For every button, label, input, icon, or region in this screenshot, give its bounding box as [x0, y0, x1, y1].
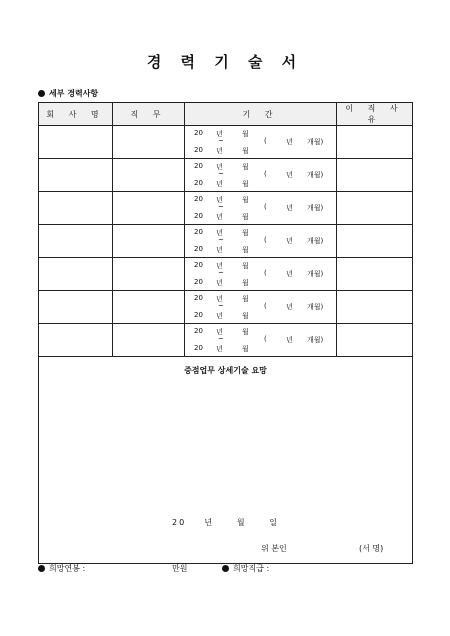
end-year-prefix: 20 [194, 245, 203, 253]
date-day: 일 [269, 518, 279, 527]
reason-cell[interactable] [337, 324, 413, 357]
duration-open: ( [264, 236, 267, 244]
bullet-icon [38, 565, 45, 572]
reason-cell[interactable] [337, 225, 413, 258]
position-cell[interactable] [113, 159, 185, 192]
position-field [222, 563, 269, 574]
start-year-prefix: 20 [194, 129, 203, 137]
company-cell[interactable] [39, 258, 113, 291]
range-tilde: ~ [218, 203, 224, 211]
end-month: 월 [242, 246, 249, 254]
duration-open: ( [264, 335, 267, 343]
duration-open: ( [264, 203, 267, 211]
start-year: 년 [216, 196, 223, 204]
header-position: 직 무 [113, 103, 185, 126]
salary-field [38, 563, 85, 574]
start-year-prefix: 20 [194, 327, 203, 335]
range-tilde: ~ [218, 335, 224, 343]
end-year-prefix: 20 [194, 344, 203, 352]
company-cell[interactable] [39, 192, 113, 225]
start-year-prefix: 20 [194, 195, 203, 203]
reason-cell[interactable] [337, 291, 413, 324]
end-year: 년 [216, 312, 223, 320]
start-month: 월 [242, 262, 249, 270]
end-month: 월 [242, 279, 249, 287]
start-year: 년 [216, 130, 223, 138]
header-company: 회 사 명 [39, 103, 113, 126]
duration-years: 년 [286, 270, 293, 278]
position-cell[interactable] [113, 126, 185, 159]
reason-cell[interactable] [337, 126, 413, 159]
start-month: 월 [242, 196, 249, 204]
company-cell[interactable] [39, 225, 113, 258]
end-year: 년 [216, 279, 223, 287]
date-year-prefix: 20 [172, 518, 187, 527]
career-row [39, 258, 413, 291]
end-month: 월 [242, 147, 249, 155]
career-row [39, 126, 413, 159]
period-cell[interactable] [185, 324, 337, 357]
position-cell[interactable] [113, 291, 185, 324]
duration-months: 개월) [307, 303, 324, 311]
end-year-prefix: 20 [194, 146, 203, 154]
header-reason: 이 직 사 유 [337, 103, 413, 126]
duration-years: 년 [286, 204, 293, 212]
company-cell[interactable] [39, 126, 113, 159]
reason-cell[interactable] [337, 192, 413, 225]
range-tilde: ~ [218, 137, 224, 145]
section-heading [38, 88, 98, 99]
salary-unit: 만원 [172, 564, 188, 573]
duration-years: 년 [286, 171, 293, 179]
duration-months: 개월) [307, 237, 324, 245]
range-tilde: ~ [218, 170, 224, 178]
start-year: 년 [216, 163, 223, 171]
start-month: 월 [242, 163, 249, 171]
reason-cell[interactable] [337, 258, 413, 291]
duration-open: ( [264, 302, 267, 310]
duration-open: ( [264, 170, 267, 178]
period-cell[interactable] [185, 291, 337, 324]
duration-open: ( [264, 137, 267, 145]
duration-years: 년 [286, 336, 293, 344]
range-tilde: ~ [218, 269, 224, 277]
bullet-icon [38, 90, 45, 97]
duration-open: ( [264, 269, 267, 277]
end-year-prefix: 20 [194, 212, 203, 220]
duration-years: 년 [286, 138, 293, 146]
duration-months: 개월) [307, 336, 324, 344]
career-table [38, 102, 413, 564]
period-cell[interactable] [185, 126, 337, 159]
duration-months: 개월) [307, 171, 324, 179]
company-cell[interactable] [39, 291, 113, 324]
date-month: 월 [236, 518, 247, 527]
start-year-prefix: 20 [194, 294, 203, 302]
period-cell[interactable] [185, 159, 337, 192]
end-month: 월 [242, 213, 249, 221]
document-title: 경 력 기 술 서 [146, 53, 304, 71]
career-row [39, 192, 413, 225]
period-cell[interactable] [185, 258, 337, 291]
end-year: 년 [216, 345, 223, 353]
career-row [39, 225, 413, 258]
end-month: 월 [242, 180, 249, 188]
start-month: 월 [242, 229, 249, 237]
start-month: 월 [242, 130, 249, 138]
duration-years: 년 [286, 303, 293, 311]
end-year-prefix: 20 [194, 311, 203, 319]
start-year: 년 [216, 295, 223, 303]
signer-label: 위 본인 [261, 544, 287, 553]
date-year: 년 [204, 518, 215, 527]
company-cell[interactable] [39, 324, 113, 357]
company-cell[interactable] [39, 159, 113, 192]
start-year-prefix: 20 [194, 162, 203, 170]
range-tilde: ~ [218, 302, 224, 310]
position-cell[interactable] [113, 324, 185, 357]
start-month: 월 [242, 328, 249, 336]
salary-label: 희망연봉 : [49, 564, 86, 573]
career-row [39, 291, 413, 324]
duration-months: 개월) [307, 204, 324, 212]
career-row [39, 324, 413, 357]
start-month: 월 [242, 295, 249, 303]
period-cell[interactable] [185, 192, 337, 225]
bullet-icon [222, 565, 229, 572]
start-year-prefix: 20 [194, 261, 203, 269]
end-year: 년 [216, 246, 223, 254]
end-year-prefix: 20 [194, 179, 203, 187]
position-cell[interactable] [113, 258, 185, 291]
reason-cell[interactable] [337, 159, 413, 192]
end-month: 월 [242, 345, 249, 353]
start-year: 년 [216, 328, 223, 336]
details-title: 중점업무 상세기술 요망 [184, 366, 267, 375]
position-cell[interactable] [113, 192, 185, 225]
date-line [39, 517, 412, 528]
period-cell[interactable] [185, 225, 337, 258]
end-month: 월 [242, 312, 249, 320]
table-header-row [39, 103, 413, 126]
end-year-prefix: 20 [194, 278, 203, 286]
header-period: 기 간 [185, 103, 337, 126]
signature-field[interactable]: (서 명) [359, 544, 384, 553]
end-year: 년 [216, 147, 223, 155]
end-year: 년 [216, 213, 223, 221]
duration-months: 개월) [307, 138, 324, 146]
section-label: 세부 경력사항 [49, 89, 99, 98]
start-year: 년 [216, 229, 223, 237]
position-cell[interactable] [113, 225, 185, 258]
duration-months: 개월) [307, 270, 324, 278]
position-label: 희망직급 : [233, 564, 270, 573]
career-row [39, 159, 413, 192]
end-year: 년 [216, 180, 223, 188]
range-tilde: ~ [218, 236, 224, 244]
start-year-prefix: 20 [194, 228, 203, 236]
details-section [39, 357, 413, 564]
duration-years: 년 [286, 237, 293, 245]
start-year: 년 [216, 262, 223, 270]
